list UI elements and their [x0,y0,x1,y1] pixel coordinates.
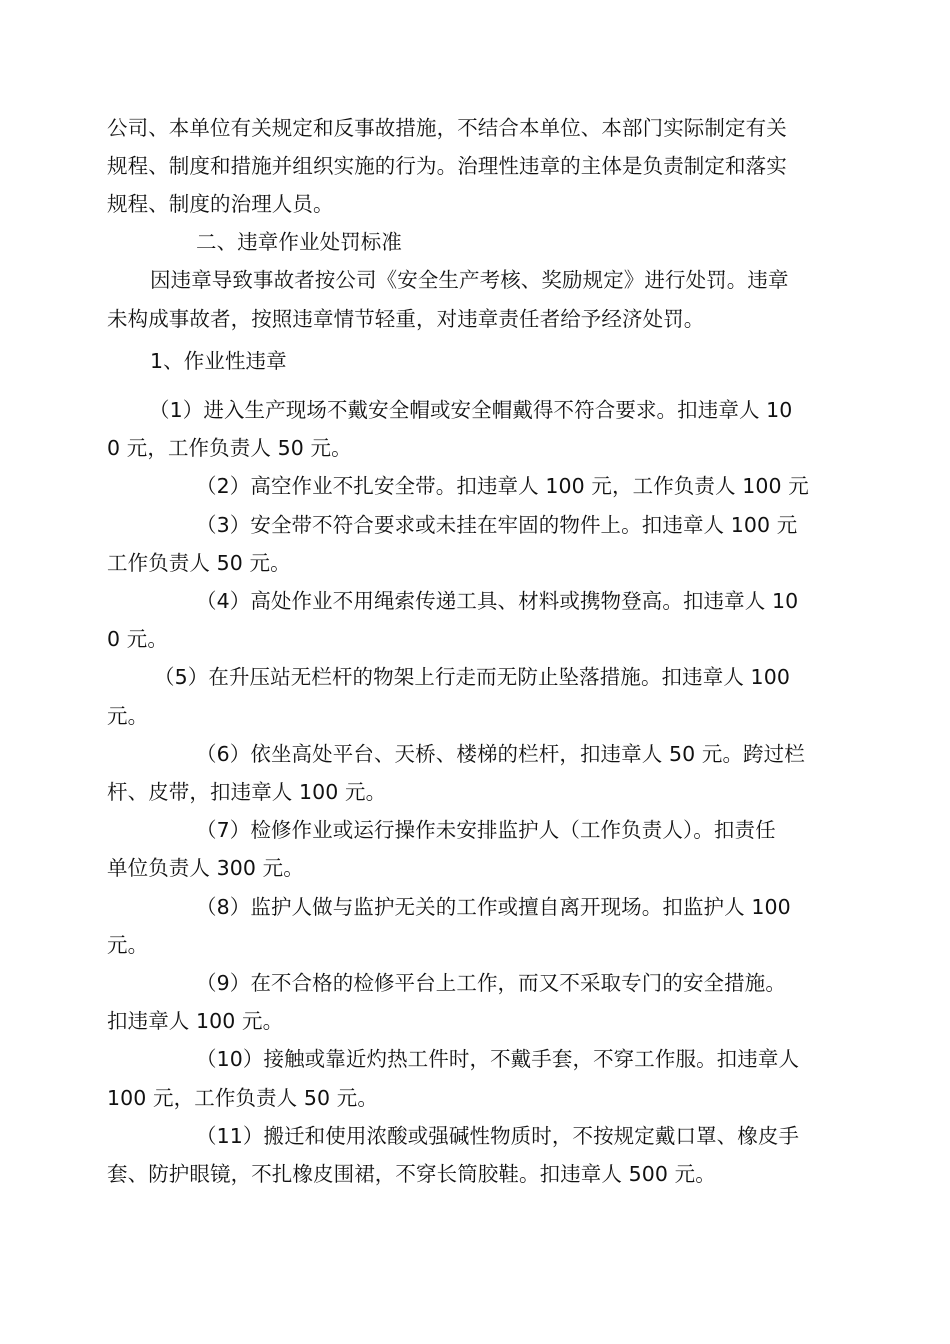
text-line: （7）检修作业或运行操作未安排监护人（工作负责人）。扣责任 [196,818,776,842]
text-line: 0 元，工作负责人 50 元。 [107,436,352,460]
text-line: （4）高处作业不用绳索传递工具、材料或携物登高。扣违章人 10 [196,589,799,613]
text-line: 元。 [107,704,149,728]
text-line: （6）依坐高处平台、天桥、楼梯的栏杆，扣违章人 50 元。跨过栏 [196,742,805,766]
text-line: （3）安全带不符合要求或未挂在牢固的物件上。扣违章人 100 元 [196,513,798,537]
text-line: 规程、制度和措施并组织实施的行为。治理性违章的主体是负责制定和落实 [107,154,787,178]
text-line: （10）接触或靠近灼热工件时，不戴手套，不穿工作服。扣违章人 [196,1047,800,1071]
text-line: （2）高空作业不扎安全带。扣违章人 100 元，工作负责人 100 元 [196,474,809,498]
text-line: 单位负责人 300 元。 [107,856,304,880]
text-line: 扣违章人 100 元。 [107,1009,284,1033]
text-line: （9）在不合格的检修平台上工作，而又不采取专门的安全措施。 [196,971,786,995]
text-line: 套、防护眼镜，不扎橡皮围裙，不穿长筒胶鞋。扣违章人 500 元。 [107,1162,716,1186]
text-line: 0 元。 [107,627,168,651]
text-line: （8）监护人做与监护无关的工作或擅自离开现场。扣监护人 100 [196,895,791,919]
text-line: 规程、制度的治理人员。 [107,192,334,216]
section-heading: 二、违章作业处罚标准 [196,230,402,254]
text-line: 100 元，工作负责人 50 元。 [107,1086,378,1110]
text-line: 公司、本单位有关规定和反事故措施，不结合本单位、本部门实际制定有关 [107,116,787,140]
text-line: （5）在升压站无栏杆的物架上行走而无防止坠落措施。扣违章人 100 [154,665,790,689]
text-line: 杆、皮带，扣违章人 100 元。 [107,780,387,804]
text-line: 未构成事故者，按照违章情节轻重，对违章责任者给予经济处罚。 [107,307,705,331]
text-line: 元。 [107,933,149,957]
text-line: （1）进入生产现场不戴安全帽或安全帽戴得不符合要求。扣违章人 10 [149,398,793,422]
text-line: （11）搬迁和使用浓酸或强碱性物质时，不按规定戴口罩、橡皮手 [196,1124,800,1148]
text-line: 因违章导致事故者按公司《安全生产考核、奖励规定》进行处罚。违章 [150,268,789,292]
subsection-heading: 1、作业性违章 [150,349,287,373]
text-line: 工作负责人 50 元。 [107,551,291,575]
